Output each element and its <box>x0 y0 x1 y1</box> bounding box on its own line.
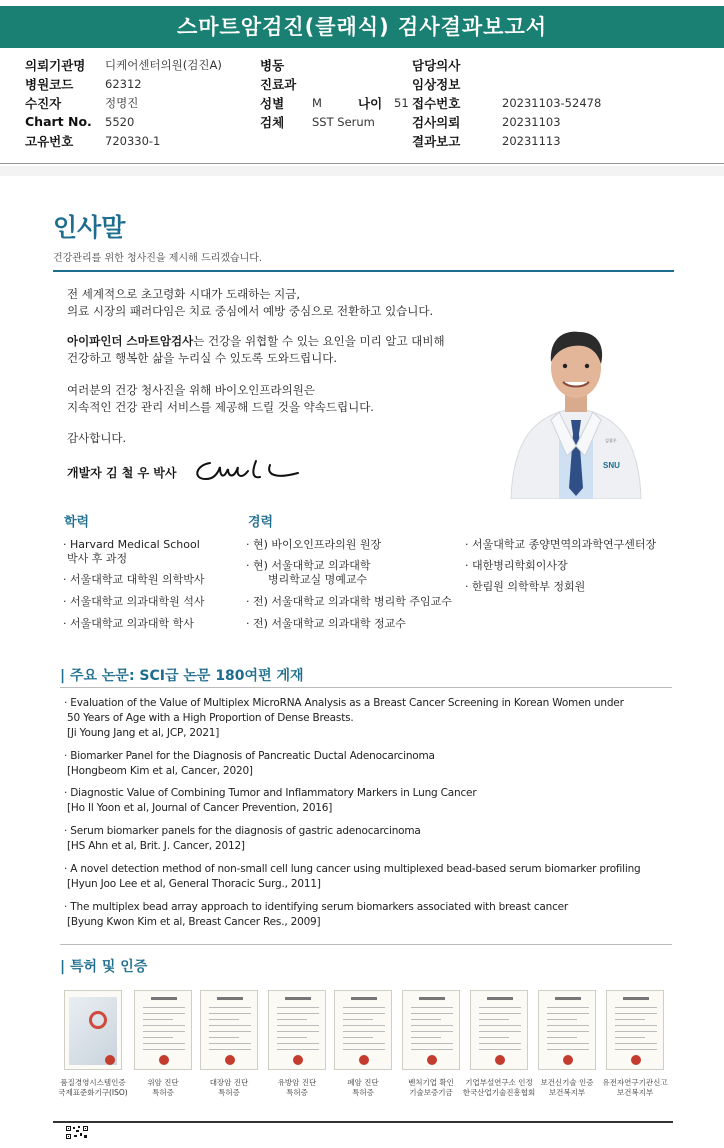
certificate-caption <box>260 1078 334 1098</box>
career-item: · 현) 서울대학교 의과대학 <box>246 559 371 572</box>
age-value: 51 <box>394 95 409 110</box>
greeting-line: 지속적인 건강 관리 서비스를 제공해 드릴 것을 약속드립니다. <box>67 400 374 414</box>
colorectal-patent-certificate <box>200 990 258 1070</box>
request-date-label: 검사의뢰 <box>412 114 461 130</box>
lung-patent-certificate <box>334 990 392 1070</box>
certificate-caption-line: 품질경영시스템인증 <box>60 1078 126 1087</box>
career-item: · 전) 서울대학교 의과대학 병리학 주임교수 <box>246 595 452 608</box>
age-label: 나이 <box>358 95 383 111</box>
product-name: 아이파인더 스마트암검사 <box>67 334 194 348</box>
specimen-value: SST Serum <box>312 114 375 129</box>
referral-org-value: 디케어센터의원(검진A) <box>105 57 222 72</box>
education-heading: 학력 <box>64 515 90 530</box>
paper-title-cont: 50 Years of Age with a High Proportion of Dense Breasts. <box>67 712 354 724</box>
iso-certificate <box>64 990 122 1070</box>
research-institute-certificate <box>470 990 528 1070</box>
doctor-label: 담당의사 <box>412 57 461 73</box>
education-text: Harvard Medical School <box>70 538 200 551</box>
paper-item: · Evaluation of the Value of Multiplex MicroRNA Analysis as a Breast Cancer Screening in Korean Women under 50 Years of Age with a High Proportion of Dense Breasts. [Ji Young Jang et al, JCP, 2021] <box>64 696 674 741</box>
education-text: 서울대학교 의과대학 학사 <box>70 617 194 630</box>
certificate-caption-line: 유전자연구기관신고 <box>602 1078 668 1087</box>
info-column-3 <box>412 55 601 150</box>
paper-title: Evaluation of the Value of Multiplex MicroRNA Analysis as a Breast Cancer Screening in Korean Women under <box>70 697 624 709</box>
patient-label: 수진자 <box>25 95 62 111</box>
report-date-value: 20231113 <box>502 133 561 148</box>
paper-citation: [Byung Kwon Kim et al, Breast Cancer Res., 2009] <box>67 916 321 928</box>
certificate-caption <box>462 1078 536 1098</box>
education-item: · 서울대학교 의과대학원 석사 <box>63 595 205 608</box>
greeting-title: 인사말 <box>53 213 126 242</box>
certificate-caption <box>598 1078 672 1098</box>
breast-patent-certificate <box>268 990 326 1070</box>
certificate-caption-line: 국제표준화기구(ISO) <box>58 1088 128 1097</box>
certificate-caption-line: 위암 진단 <box>147 1078 179 1087</box>
education-item: 박사 후 과정 <box>67 552 128 565</box>
patents-heading: | 특허 및 인증 <box>60 959 148 975</box>
paper-citation: [Hyun Joo Lee et al, General Thoracic Surg., 2011] <box>67 878 321 890</box>
education-text: 서울대학교 의과대학원 석사 <box>70 595 205 608</box>
certificate-caption <box>56 1078 130 1098</box>
greeting-paragraph-1 <box>67 286 507 320</box>
certificate-caption-line: 특허증 <box>152 1088 174 1097</box>
paper-item: · Diagnostic Value of Combining Tumor and Inflammatory Markers in Lung Cancer [Ho Il Yoon et al, Journal of Cancer Prevention, 2016] <box>64 786 674 816</box>
sex-label: 성별 <box>260 95 285 111</box>
unique-id-value: 720330-1 <box>105 133 161 148</box>
sex-value: M <box>312 95 322 110</box>
paper-title: Serum biomarker panels for the diagnosis of gastric adenocarcinoma <box>70 825 421 837</box>
qr-code-icon <box>66 1126 88 1139</box>
certificate-caption <box>192 1078 266 1098</box>
career-item: · 대한병리학회이사장 <box>465 559 568 572</box>
paper-item: · A novel detection method of non-small cell lung cancer using multiplexed bead-based serum biomarker profiling [Hyun Joo Lee et al, General Thoracic Surg., 2011] <box>64 862 674 892</box>
greeting-line: 는 건강을 위협할 수 있는 요인을 미리 알고 대비해 <box>193 334 445 348</box>
paper-item: · Biomarker Panel for the Diagnosis of Pancreatic Ductal Adenocarcinoma [Hongbeom Kim et al, Cancer, 2020] <box>64 749 674 779</box>
certificate-caption <box>126 1078 200 1098</box>
career-text: 전) 서울대학교 의과대학 병리학 주임교수 <box>253 595 452 608</box>
education-item: · 서울대학교 의과대학 학사 <box>63 617 194 630</box>
gastric-patent-certificate <box>134 990 192 1070</box>
career-item: · 현) 바이오인프라의원 원장 <box>246 538 382 551</box>
chart-no-value: 5520 <box>105 114 135 129</box>
paper-title: Diagnostic Value of Combining Tumor and Inflammatory Markers in Lung Cancer <box>70 787 477 799</box>
paper-title: Biomarker Panel for the Diagnosis of Pancreatic Ductal Adenocarcinoma <box>70 750 435 762</box>
paper-title: A novel detection method of non-small cell lung cancer using multiplexed bead-based serum biomarker profiling <box>70 863 641 875</box>
certificate-caption-line: 보건복지부 <box>616 1088 654 1097</box>
career-text: 서울대학교 종양면역의과학연구센터장 <box>472 538 657 551</box>
education-item: · 서울대학교 대학원 의학박사 <box>63 573 205 586</box>
career-text: 전) 서울대학교 의과대학 정교수 <box>253 617 406 630</box>
report-title: 스마트암검진(클래식) 검사결과보고서 <box>0 6 724 48</box>
receipt-no-value: 20231103-52478 <box>502 95 602 110</box>
greeting-closing: 감사합니다. <box>67 431 127 445</box>
section-divider <box>0 166 724 176</box>
paper-item: · Serum biomarker panels for the diagnosis of gastric adenocarcinoma [HS Ahn et al, Brit. J. Cancer, 2012] <box>64 824 674 854</box>
paper-citation: [Hongbeom Kim et al, Cancer, 2020] <box>67 765 253 777</box>
svg-text:김철우: 김철우 <box>605 438 617 443</box>
patient-value: 정명진 <box>105 95 139 110</box>
doctor-portrait <box>507 316 645 499</box>
hospital-code-label: 병원코드 <box>25 76 74 92</box>
svg-text:SNU: SNU <box>603 461 620 470</box>
certificate-caption-line: 벤처기업 확인 <box>408 1078 454 1087</box>
greeting-line: 건강하고 행복한 삶을 누리실 수 있도록 도와드립니다. <box>67 351 337 365</box>
clinical-info-label: 임상정보 <box>412 76 461 92</box>
paper-title: The multiplex bead array approach to identifying serum biomarkers associated with breast cancer <box>70 901 569 913</box>
chart-no-label: Chart No. <box>25 114 92 129</box>
report-date-label: 결과보고 <box>412 133 461 149</box>
certificate-caption-line: 보건신기술 인증 <box>540 1078 594 1087</box>
certificate-caption-line: 특허증 <box>352 1088 374 1097</box>
unique-id-label: 고유번호 <box>25 133 74 149</box>
receipt-no-label: 접수번호 <box>412 95 461 111</box>
career-item: · 전) 서울대학교 의과대학 정교수 <box>246 617 406 630</box>
education-item: · Harvard Medical School <box>63 538 200 551</box>
greeting-paragraph-2 <box>67 333 507 367</box>
patents-rule <box>60 944 672 945</box>
request-date-value: 20231103 <box>502 114 561 129</box>
paper-citation: [Ji Young Jang et al, JCP, 2021] <box>67 727 220 739</box>
career-item: · 서울대학교 종양면역의과학연구센터장 <box>465 538 657 551</box>
career-item: · 한림원 의학학부 정회원 <box>465 580 586 593</box>
career-text: 한림원 의학학부 정회원 <box>472 580 586 593</box>
certificate-caption-line: 특허증 <box>218 1088 240 1097</box>
certificate-caption <box>326 1078 400 1098</box>
hospital-code-value: 62312 <box>105 76 142 91</box>
info-column-2 <box>260 55 409 131</box>
genetic-research-certificate <box>606 990 664 1070</box>
certificate-caption-line: 기술보증기금 <box>409 1088 453 1097</box>
patient-info-panel <box>0 52 724 164</box>
footer-rule <box>53 1121 673 1123</box>
certificate-caption <box>394 1078 468 1098</box>
certificate-caption-line: 보건복지부 <box>548 1088 586 1097</box>
info-column-1 <box>25 55 222 150</box>
paper-item: · The multiplex bead array approach to identifying serum biomarkers associated with breast cancer [Byung Kwon Kim et al, Breast Cancer Res., 2009] <box>64 900 674 930</box>
career-heading: 경력 <box>248 515 274 530</box>
greeting-line: 의료 시장의 패러다임은 치료 중심에서 예방 중심으로 전환하고 있습니다. <box>67 304 434 318</box>
greeting-paragraph-3 <box>67 382 507 416</box>
papers-heading: | 주요 논문: SCI급 논문 180여편 게재 <box>60 668 304 684</box>
specimen-label: 검체 <box>260 114 285 130</box>
handwritten-signature <box>190 455 305 485</box>
education-text: 서울대학교 대학원 의학박사 <box>70 573 205 586</box>
certificate-caption-line: 한국산업기술진흥협회 <box>462 1088 536 1097</box>
greeting-subtitle: 건강관리를 위한 청사진을 제시해 드리겠습니다. <box>53 253 263 264</box>
papers-rule <box>60 687 672 688</box>
certificate-caption-line: 폐암 진단 <box>347 1078 379 1087</box>
paper-citation: [Ho Il Yoon et al, Journal of Cancer Prevention, 2016] <box>67 802 333 814</box>
career-text: 대한병리학회이사장 <box>472 559 568 572</box>
certificate-caption <box>530 1078 604 1098</box>
ward-label: 병동 <box>260 57 285 73</box>
career-text: 현) 바이오인프라의원 원장 <box>253 538 382 551</box>
paper-citation: [HS Ahn et al, Brit. J. Cancer, 2012] <box>67 840 245 852</box>
health-tech-certificate <box>538 990 596 1070</box>
career-text: 현) 서울대학교 의과대학 <box>253 559 371 572</box>
greeting-rule <box>53 270 674 272</box>
greeting-line: 전 세계적으로 초고령화 시대가 도래하는 지금, <box>67 287 301 301</box>
venture-certificate <box>402 990 460 1070</box>
greeting-line: 여러분의 건강 청사진을 위해 바이오인프라의원은 <box>67 383 315 397</box>
certificate-caption-line: 유방암 진단 <box>277 1078 317 1087</box>
referral-org-label: 의뢰기관명 <box>25 57 86 73</box>
certificate-caption-line: 특허증 <box>286 1088 308 1097</box>
signature-name: 개발자 김 철 우 박사 <box>67 466 177 480</box>
certificate-caption-line: 기업부설연구소 인정 <box>465 1078 533 1087</box>
career-item: 병리학교실 명예교수 <box>268 573 368 586</box>
certificate-caption-line: 대장암 진단 <box>209 1078 249 1087</box>
dept-label: 진료과 <box>260 76 297 92</box>
